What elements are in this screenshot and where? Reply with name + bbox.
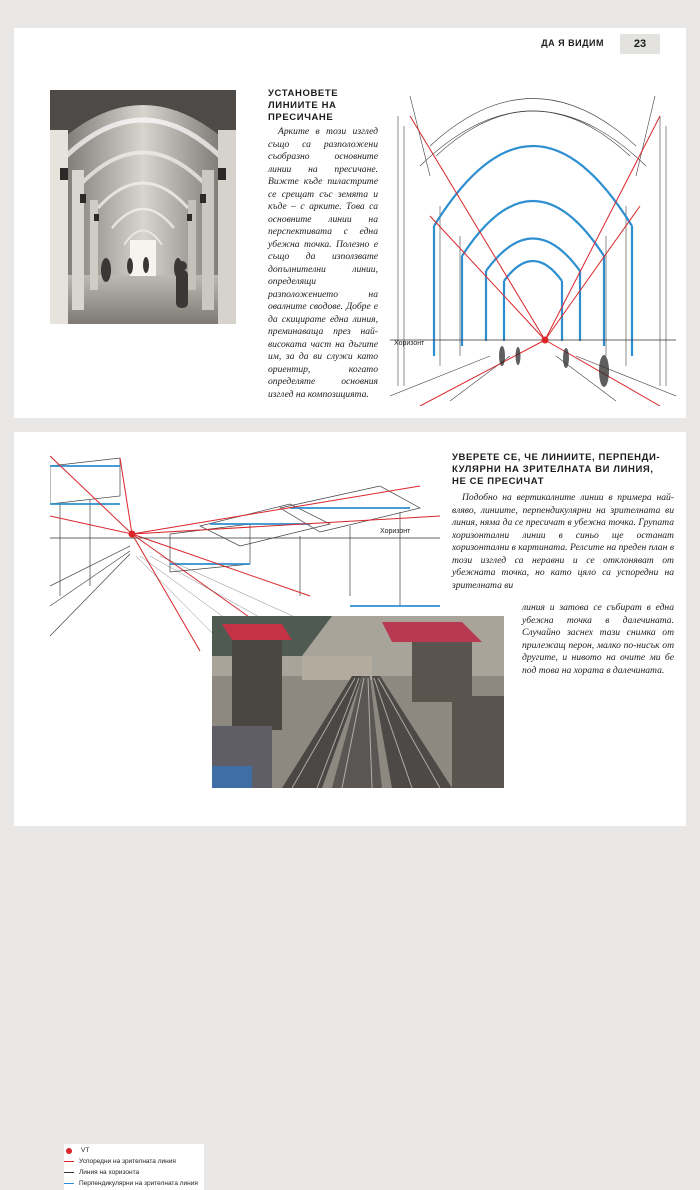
legend-item-horizon <box>64 1168 204 1177</box>
legend-item-parallel <box>64 1157 204 1166</box>
section2-body-bottom: линия и затова се събират в една убежна точка в далечината. Случайно заснех тази снимка от прилежащ перон, малко по-нисък от другите, и нивото на очите ми бе под това на хората в далечината. <box>522 602 674 676</box>
section1-heading-line: УСТАНОВЕТЕ <box>268 88 339 99</box>
legend-label: Линия на хоризонта <box>79 1169 140 1176</box>
red-line-icon <box>64 1161 74 1162</box>
legend-label: VT <box>81 1147 90 1154</box>
top-page-panel <box>14 28 686 418</box>
running-title: ДА Я ВИДИМ <box>541 38 604 48</box>
section2-heading <box>452 452 672 488</box>
horizon-label: Хоризонт <box>380 528 411 535</box>
section2-heading-line: КУЛЯРНИ НА ЗРИТЕЛНАТА ВИ ЛИНИЯ, <box>452 464 654 475</box>
legend-item-vt <box>64 1146 204 1155</box>
legend-item-perpendicular <box>64 1179 204 1188</box>
station-photo <box>212 616 504 788</box>
section1-heading <box>268 88 378 124</box>
section2-body-top: Подобно на вертикалните линии в примера най-вляво, линиите, перпендикулярни на зрителната ви линия, няма да се пресичат в убежна точка. Групата хоризонтални линии в синьо ще останат хоризонтални в картината. Релсите на преден план в този изглед са неравни и се отклоняват от убежната точка, но като цяло са успоредни на зрителната ви <box>452 492 674 591</box>
arcade-photo <box>50 90 236 324</box>
section2-heading-line: УВЕРЕТЕ СЕ, ЧЕ ЛИНИИТЕ, ПЕРПЕНДИ- <box>452 452 661 463</box>
legend-label: Перпендикулярни на зрителната линия <box>79 1180 198 1187</box>
sketch-legend <box>64 1144 204 1190</box>
red-dot-icon <box>66 1148 72 1154</box>
arcade-perspective-sketch <box>390 56 676 406</box>
bottom-page-panel <box>14 432 686 1187</box>
page-number: 23 <box>620 34 660 54</box>
legend-label: Успоредни на зрителната линия <box>79 1158 176 1165</box>
blue-line-icon <box>64 1183 74 1184</box>
section1-heading-line: ЛИНИИТЕ НА <box>268 100 337 111</box>
section1-body: Арките в този изглед също са разположени съобразно основните линии на пресичане. Вижте къде пиластрите се срещат със земята и къде – с арките. Това са основните линии на перспективата с една убежна точка. Полезно е също да използвате допълнителни линии, определящи разположението на овалните сводове. Добре е да скицирате една линия, преминаваща през най-високата част на дъгите им, за да ви служи като ориентир, когато определяте основния изглед на композицията. <box>268 126 378 400</box>
section1-heading-line: ПРЕСИЧАНЕ <box>268 112 334 123</box>
section2-heading-line: НЕ СЕ ПРЕСИЧАТ <box>452 476 545 487</box>
horizon-label: Хоризонт <box>394 340 425 347</box>
dark-line-icon <box>64 1172 74 1173</box>
